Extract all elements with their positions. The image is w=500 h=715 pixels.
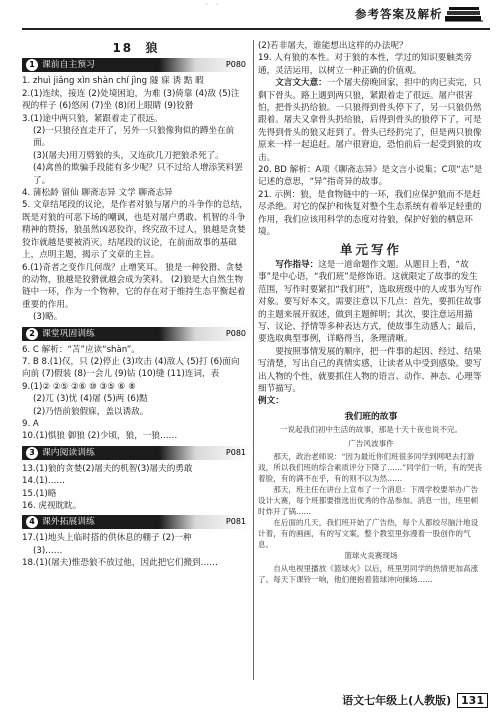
answer-line: (3)略。 (33, 312, 63, 323)
section-page-ref: P081 (225, 447, 246, 457)
example-subtitle: 广告风波事件 (348, 438, 394, 448)
page-header (0, 0, 500, 34)
unit-writing-title: 单元写作 (339, 241, 402, 257)
answer-line: 7. B 8.(1)仅，只 (2)停止 (3)攻击 (4)敌人 (5)打 (6)面向 (22, 356, 240, 367)
answer-line: 17.(1)地头上临时搭的供休息的棚子 (2)一种 (22, 533, 192, 544)
answer-line: 6.(1)奇者之变作几何哉？止增笑耳。 狼是一种狡猾、贪婪的动物，狼越是狡猾就越会成为笑料。 (2)狼是大自然生物链中一环，作为一个物种，它的存在对于维持生态平衡起着重要的作用。 (22, 262, 246, 310)
answer-line: 2.(1)连续，接连 (2)处境困迫，为难 (3)倚靠 (4)敌 (5)注 (22, 88, 240, 99)
section-number: 1 (26, 59, 38, 71)
answer-line: 9. A (22, 418, 39, 429)
footer-subject: 语文七年级上(人教版) (342, 694, 452, 707)
answer-line: 13.(1)狼的贪婪(2)屠夫的机智(3)屠夫的勇敢 (22, 463, 193, 474)
example-label: 例文： (258, 396, 284, 407)
left-column (22, 40, 250, 570)
section-number: 3 (26, 447, 38, 459)
right-column (258, 40, 484, 585)
section-title: 课前自主预习 (42, 60, 95, 71)
section-title: 课外拓展训练 (42, 517, 95, 528)
answer-line: 视的样子 (6)悠闲 (7)坐 (8)闭上眼睛 (9)狡猾 (22, 101, 194, 112)
writing-guide-label: 写作指导： (275, 259, 319, 270)
section-number: 4 (26, 516, 38, 528)
lesson-number: 18 (112, 41, 134, 55)
section-page-ref: P081 (225, 517, 246, 527)
writing-guide-2: 要按照事情发展的顺序，把一件事的起因、经过、结果写清楚，写出自己的真情实感，让读者从中受到感染。要写出人物的个性，就要抓住人物的语言、动作、神态、心理等细节描写。 (258, 346, 482, 394)
translation-paragraph (258, 77, 484, 164)
book-stack-icon (443, 4, 485, 24)
section-header (22, 515, 250, 529)
example-title: 我们班的故事 (344, 411, 398, 422)
section-header (22, 327, 250, 341)
writing-guide (258, 259, 484, 346)
answer-line: (2)兀 (3)忧 (4)屠 (5)两 (6)黠 (33, 394, 148, 405)
answer-line: 21. 示例：狼，是食物链中的一环，我们应保护狼而不是赶尽杀绝。对它的保护和恢复对整个生态系统有着举足轻重的作用，我们应该用科学的态度对待狼，保护好狼的栖息环境。 (258, 189, 482, 238)
page-footer (342, 692, 488, 708)
section-title: 课堂巩固训练 (42, 328, 95, 339)
answer-line: 5. 文章结尾段的议论，是作者对狼与屠户的斗争作的总结，既是对狼的可恶下场的嘲讽，也是对屠户勇敢、机智的斗争精神的赞扬，狼虽然凶恶狡诈，终究敌不过人，狼越是贪婪狡诈就越是要被消灭。结尾段的议论，在前面故事的基础上，点明主题，揭示了文章的主旨。 (22, 200, 248, 261)
header-ghost-text: · · (205, 0, 221, 11)
answer-line: 16. 虎视眈眈。 (22, 501, 82, 511)
answer-line: 9.(1)② ②⑤ ②⑥ ⑩ ③⑤ ⑥ ⑧ (22, 381, 136, 392)
section-page-ref: P080 (225, 328, 246, 338)
translation-text: 一个屠夫傍晚回家，担中的肉已卖完，只剩下骨头。路上遇到两只狼，紧跟着走了很远。屠户很害怕，把骨头扔给狼。一只狼得到骨头停下了，另一只狼仍然跟着。屠夫又拿骨头扔给狼，后得到骨头的狼停下了，可是先得到骨头的狼又赶到了。骨头已经扔完了，但是两只狼像原来一样一起追赶。屠户很窘迫，恐怕前后一起受到狼的攻击。 (258, 78, 482, 163)
answer-line: (2)乃悟前狼假寐，盖以诱敌。 (33, 406, 149, 417)
answer-line: (3)…… (33, 545, 63, 556)
answer-line: (2)一只狼径直走开了，另外一只狼像狗似的蹲坐在前面。 (33, 126, 235, 149)
section-header (22, 58, 250, 72)
column-divider (253, 40, 254, 680)
answer-line: 18.(1)(屠夫)惟恐狼不放过他，因此把它们搬到…… (22, 558, 218, 569)
example-paragraph: 在后面的几天，我们班开始了广告热，每个人都绞尽脑汁地设计着，有的画画，有的写文案，整个教室里弥漫着一股创作的气息。 (258, 518, 479, 549)
writing-guide-text: 这是一道命题作文题。从题目上看，“故事”是中心语，“我们班”是修饰语。这就限定了故事的发生范围，写作时要紧扣“我们班”，选取班级中的人或事为写作对象。要写好本文，需要注意以下几点：首先，要抓住故事的主题来展开叙述，做到主题鲜明；其次，要注意运用描写、议论、抒情等多种表达方式，使故事生动感人；最后，要选取典型事例，详略得当，条理清晰。 (258, 259, 482, 345)
header-title: 参考答案及解析 (355, 7, 443, 21)
example-paragraph: 那天，班主任在讲台上宣布了一个消息：下周学校要举办广告设计大赛，每个班都要推选出优秀的作品参加。消息一出，班里顿时炸开了锅…… (258, 485, 479, 516)
lesson-title (22, 42, 250, 54)
answer-line: 向前 (7)假装 (8)一会儿 (9)钻 (10)缝 (11)连词，表 (22, 369, 220, 380)
answer-line: 20. BD 解析：A项《聊斋志异》是文言小说集；C项“志”是记述的意思，“异”指奇异的故事。 (258, 165, 483, 188)
lesson-name: 狼 (145, 41, 160, 55)
answer-line: (2)若非屠夫，谁能想出这样的办法呢？ (258, 41, 408, 51)
answer-line: 19. 人有狼的本性。对于狼的本性，学过的知识要触类旁通，灵活运用，以树立一种正确的价值观。 (258, 53, 473, 76)
translation-label: 文言文大意： (275, 78, 327, 89)
example-subtitle: 篮球火炎赛现场 (344, 551, 398, 560)
example-intro: 一说起我们初中生活的故事，那是十天十夜也说不完。 (279, 425, 463, 435)
section-number: 2 (26, 328, 38, 340)
answer-line: (4)禽兽的欺骗手段能有多少呢？只不过给人增添笑料罢了。 (33, 163, 243, 186)
answer-line: 4. 蒲松龄 留仙 聊斋志异 文学 聊斋志异 (22, 188, 173, 199)
section-title: 课内阅读训练 (42, 447, 95, 458)
header-rule (22, 28, 490, 30)
section-page-ref: P080 (225, 60, 246, 70)
example-paragraph: 那天，政治老师说：“因为最近你们班很多同学到网吧去打游戏，所以我们班的综合素质评分下降了……”同学们一听，有的哭丧着脸，有的满不在乎，有的则不以为然…… (258, 452, 483, 483)
answer-line: 10.(1)惧狼 御狼 (2)少顷，狼，一狼…… (22, 431, 178, 442)
page-number: 131 (457, 693, 488, 708)
example-paragraph: 自从电视里播放《篮球火》以后，班里男同学的热情更加高涨了。每天下课铃一响，他们便抱着篮球冲向操场…… (258, 564, 479, 585)
section-header (22, 446, 250, 460)
answer-line: 14.(1)…… (22, 476, 66, 487)
answer-line: 15.(1)略 (22, 488, 57, 499)
answer-line: 1. zhuì jiǎng xìn shàn chí jìng 隧 寐 诱 黠 暇 (22, 76, 204, 87)
answer-line: 6. C 解析：“苫”应读“shàn”。 (22, 344, 140, 355)
answer-line: (3)(屠夫)用刀劈狼的头，又连砍几刀把狼杀死了。 (33, 150, 224, 161)
answer-line: 3.(1)途中两只狼，紧跟着走了很远。 (22, 113, 163, 124)
